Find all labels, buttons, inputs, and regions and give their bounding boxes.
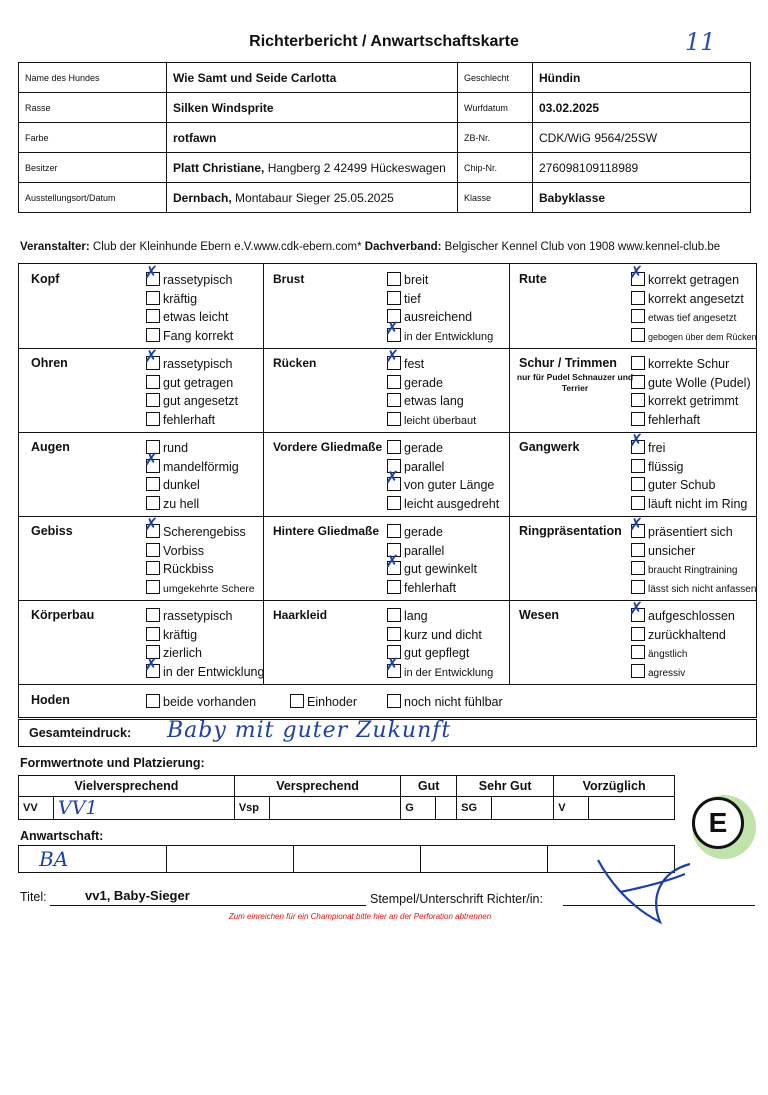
option-row[interactable] [387,356,424,371]
checkbox[interactable] [631,291,645,305]
checkbox[interactable] [631,356,645,370]
option-label: gute Wolle (Pudel) [648,376,751,390]
info-label: ZB-Nr. [458,123,533,153]
e-badge-stamp: E [692,797,744,849]
option-row[interactable] [146,356,232,371]
umbrella-label: Dachverband: [364,241,442,253]
info-label: Farbe [19,123,167,153]
checkbox[interactable] [146,561,160,575]
grid-row-divider [19,684,756,685]
checkbox[interactable] [631,543,645,557]
option-row[interactable] [387,328,493,344]
checkbox[interactable] [631,664,645,678]
checkbox[interactable] [146,375,160,389]
option-row[interactable] [631,627,726,642]
option-row[interactable] [631,440,665,455]
option-row[interactable] [146,694,256,709]
option-label: lässt sich nicht anfassen [648,584,757,595]
checked-checkbox[interactable] [387,328,401,342]
option-label: etwas tief angesetzt [648,313,737,324]
grade-code: Vsp [234,797,269,820]
option-row[interactable] [146,412,215,427]
option-label: braucht Ringtraining [648,565,738,576]
option-row[interactable] [387,608,428,623]
info-row-show [19,183,751,213]
option-row[interactable] [387,580,456,595]
checkbox[interactable] [631,375,645,389]
option-label: gerade [404,376,443,390]
checked-checkbox[interactable] [146,459,160,473]
option-label: gut gepflegt [404,646,470,660]
grade-header: Sehr Gut [457,776,554,797]
checkbox[interactable] [146,309,160,323]
option-label: noch nicht fühlbar [404,695,503,709]
info-row-breed [19,93,751,123]
info-row-color [19,123,751,153]
option-label: zu hell [163,497,200,511]
option-label: unsicher [648,544,696,558]
option-row[interactable] [387,393,464,408]
option-row[interactable] [631,272,739,287]
checked-checkbox[interactable] [146,664,160,678]
evaluation-grid [18,263,757,718]
grade-header: Vorzüglich [554,776,675,797]
category-label: Haarkleid [273,608,328,622]
checkbox[interactable] [146,477,160,491]
organizer-text: Club der Kleinhunde Ebern e.V.www.cdk-ebern.com* [89,241,365,253]
show-place: Dernbach, [173,190,232,205]
option-label: in der Entwicklung [163,665,265,679]
option-label: parallel [404,460,445,474]
grid-column-divider [509,264,510,684]
option-label: zierlich [163,646,202,660]
option-row[interactable] [146,375,233,390]
checkbox[interactable] [146,328,160,342]
category-label: Brust [273,272,305,286]
option-row[interactable] [146,328,233,343]
checkbox[interactable] [146,608,160,622]
info-label: Rasse [19,93,167,123]
option-row[interactable] [146,627,197,642]
option-label: rassetypisch [163,273,233,287]
option-label: gut getragen [163,376,234,390]
checkbox[interactable] [146,580,160,594]
category-label: Kopf [31,272,60,286]
option-label: korrekt getragen [648,273,740,287]
grade-value-field[interactable] [436,797,457,820]
option-row[interactable] [631,375,751,390]
grade-code: G [401,797,436,820]
option-label: guter Schub [648,478,716,492]
option-row[interactable] [146,477,200,492]
grade-code: VV [19,797,54,820]
breed-field[interactable]: Silken Windsprite [167,93,458,123]
grade-value-field[interactable]: VV1 [54,797,235,820]
option-label: beide vorhanden [163,695,257,709]
page-number: 11 [685,28,716,56]
title-line [50,905,366,906]
option-row[interactable] [631,496,747,511]
category-label: Vordere Gliedmaße [273,440,383,454]
owner-address: Hangberg 2 42499 Hückeswagen [264,160,446,175]
info-row-name [19,63,751,93]
option-row[interactable] [631,664,685,681]
option-row[interactable] [631,412,700,427]
option-row[interactable] [631,309,736,326]
category-label: Hoden [31,693,70,707]
option-label: kurz und dicht [404,628,482,642]
option-label: korrekt angesetzt [648,292,744,306]
grade-code: V [554,797,589,820]
option-label: Scherengebiss [163,525,246,539]
checkbox[interactable] [387,272,401,286]
category-label: Schur / Trimmen [519,356,617,370]
checked-checkbox[interactable] [146,524,160,538]
checkbox[interactable] [146,543,160,557]
option-label: gut angesetzt [163,394,239,408]
checkbox[interactable] [387,440,401,454]
organizer-line [20,241,720,253]
option-label: aufgeschlossen [648,609,735,623]
info-label: Besitzer [19,153,167,183]
grade-header: Vielversprechend [19,776,235,797]
checkbox[interactable] [631,645,645,659]
candidacy-field[interactable] [293,846,420,873]
checkbox[interactable] [631,459,645,473]
option-label: gut gewinkelt [404,562,477,576]
option-label: ängstlich [648,649,688,660]
checkbox[interactable] [631,309,645,323]
option-label: Fang korrekt [163,329,234,343]
checkbox[interactable] [387,375,401,389]
option-row[interactable] [387,272,428,287]
judge-signature-label: Stempel/Unterschrift Richter/in: [370,892,543,906]
category-label: Gangwerk [519,440,580,454]
chip-number-field[interactable]: 276098109118989 [533,153,751,183]
info-label: Ausstellungsort/Datum [19,183,167,213]
checkbox[interactable] [631,393,645,407]
option-row[interactable] [387,440,443,455]
category-label: Ohren [31,356,68,370]
umbrella-text: Belgischer Kennel Club von 1908 www.kennel-club.be [441,241,721,253]
option-row[interactable] [387,375,443,390]
info-row-owner [19,153,751,183]
info-label: Wurfdatum [458,93,533,123]
grid-row-divider [19,516,756,517]
option-row[interactable] [631,561,738,578]
checkbox[interactable] [146,393,160,407]
option-row[interactable] [387,645,469,660]
class-field[interactable]: Babyklasse [533,183,751,213]
category-label: Augen [31,440,70,454]
checked-checkbox[interactable] [631,440,645,454]
option-label: korrekte Schur [648,357,730,371]
category-label: Gebiss [31,524,73,538]
option-label: kräftig [163,292,198,306]
sex-field[interactable]: Hündin [533,63,751,93]
candidacy-field[interactable] [420,846,547,873]
option-row[interactable] [146,561,214,576]
title-label: Titel: [20,890,47,904]
owner-name: Platt Christiane, [173,160,265,175]
info-label: Geschlecht [458,63,533,93]
option-row[interactable] [146,459,239,474]
option-row[interactable] [146,608,232,623]
option-label: präsentiert sich [648,525,733,539]
checkbox[interactable] [387,393,401,407]
option-row[interactable] [631,580,756,597]
option-label: dunkel [163,478,200,492]
option-label: Vorbiss [163,544,204,558]
option-label: Einhoder [307,695,358,709]
option-label: gerade [404,441,443,455]
option-label: von guter Länge [404,478,495,492]
option-label: mandelförmig [163,460,239,474]
option-label: rund [163,441,189,455]
option-label: zurückhaltend [648,628,726,642]
grade-table [18,775,675,820]
checked-checkbox[interactable] [387,477,401,491]
birth-date-field[interactable]: 03.02.2025 [533,93,751,123]
checkbox[interactable] [631,477,645,491]
option-row[interactable] [146,664,264,679]
checkbox[interactable] [631,627,645,641]
grade-code: SG [457,797,492,820]
checkbox[interactable] [387,291,401,305]
option-label: leicht ausgedreht [404,497,500,511]
category-label: Hintere Gliedmaße [273,524,380,538]
option-label: fehlerhaft [163,413,216,427]
option-label: etwas leicht [163,310,229,324]
candidacy-field[interactable]: BA [19,846,167,873]
page-title: Richterbericht / Anwartschaftskarte [249,33,519,50]
owner-field[interactable] [167,153,458,183]
option-row[interactable] [146,309,228,324]
option-row[interactable] [146,291,197,306]
checkbox[interactable] [631,561,645,575]
option-label: agressiv [648,668,686,679]
category-label: Ringpräsentation [519,524,622,538]
info-label: Name des Hundes [19,63,167,93]
option-row[interactable] [631,543,695,558]
option-row[interactable] [631,645,687,662]
overall-impression-box [18,719,757,747]
checkbox[interactable] [387,627,401,641]
show-location-field[interactable] [167,183,458,213]
checkbox[interactable] [146,694,160,708]
checked-checkbox[interactable] [146,356,160,370]
category-label: Wesen [519,608,560,622]
candidacy-field[interactable] [166,846,293,873]
option-label: tief [404,292,421,306]
option-label: rassetypisch [163,609,233,623]
grid-row-divider [19,432,756,433]
option-row[interactable] [146,496,199,511]
grade-header: Versprechend [234,776,400,797]
option-row[interactable] [387,524,443,539]
checked-checkbox[interactable] [631,608,645,622]
info-label: Klasse [458,183,533,213]
option-label: leicht überbaut [404,415,477,427]
option-row[interactable] [387,496,499,511]
option-label: ausreichend [404,310,473,324]
checkbox[interactable] [631,496,645,510]
perforation-note: Zum einreichen für ein Championat bitte hier an der Perforation abtrennen [228,912,492,921]
info-label: Chip-Nr. [458,153,533,183]
checkbox[interactable] [146,627,160,641]
checkbox[interactable] [146,496,160,510]
option-label: fehlerhaft [648,413,701,427]
checked-checkbox[interactable] [146,272,160,286]
option-row[interactable] [387,561,477,576]
option-label: gebogen über dem Rücken [648,332,757,342]
title-value-field[interactable]: vv1, Baby-Sieger [85,888,190,903]
option-row[interactable] [387,694,503,709]
option-row[interactable] [387,291,421,306]
show-event-date: Montabaur Sieger 25.05.2025 [231,190,394,205]
option-label: umgekehrte Schere [163,583,255,595]
grid-row-divider [19,600,756,601]
overall-impression-value[interactable]: Baby mit guter Zukunft [167,718,452,743]
dog-info-table [18,62,751,213]
option-row[interactable] [146,393,238,408]
overall-impression-label: Gesamteindruck: [29,726,132,740]
checked-checkbox[interactable] [387,664,401,678]
candidacy-table [18,845,675,873]
option-row[interactable] [631,477,715,492]
checkbox[interactable] [290,694,304,708]
checkbox[interactable] [387,580,401,594]
option-label: breit [404,273,429,287]
checkbox[interactable] [631,412,645,426]
color-field[interactable]: rotfawn [167,123,458,153]
option-row[interactable] [631,459,683,474]
checkbox[interactable] [146,291,160,305]
grade-value-field[interactable] [492,797,554,820]
checkbox[interactable] [387,412,401,426]
option-label: rassetypisch [163,357,233,371]
option-label: korrekt getrimmt [648,394,739,408]
option-row[interactable] [290,694,357,709]
option-label: parallel [404,544,445,558]
option-row[interactable] [146,580,255,596]
checkbox[interactable] [146,412,160,426]
candidacy-label: Anwartschaft: [20,829,104,843]
checked-checkbox[interactable] [631,524,645,538]
checkbox[interactable] [387,608,401,622]
option-label: Rückbiss [163,562,214,576]
option-row[interactable] [631,328,757,344]
option-label: kräftig [163,628,198,642]
grade-value-field[interactable] [589,797,675,820]
checked-checkbox[interactable] [631,272,645,286]
option-label: lang [404,609,428,623]
option-row[interactable] [146,524,246,539]
checkbox[interactable] [631,580,645,594]
checkbox[interactable] [631,328,645,342]
grade-value-field[interactable] [269,797,400,820]
option-label: flüssig [648,460,684,474]
option-row[interactable] [631,356,729,371]
grade-section-label: Formwertnote und Platzierung: [20,756,205,770]
option-row[interactable] [146,272,232,287]
dog-name-field[interactable]: Wie Samt und Seide Carlotta [167,63,458,93]
organizer-label: Veranstalter: [20,241,90,253]
option-row[interactable] [631,291,744,306]
option-label: in der Entwicklung [404,331,494,343]
checkbox[interactable] [387,694,401,708]
option-row[interactable] [146,543,204,558]
studbook-number-field[interactable]: CDK/WiG 9564/25SW [533,123,751,153]
category-label: Rücken [273,356,317,370]
option-row[interactable] [387,627,482,642]
category-label: Körperbau [31,608,95,622]
option-label: in der Entwicklung [404,667,494,679]
category-sublabel: nur für Pudel Schnauzer und Terrier [516,372,634,393]
option-row[interactable] [387,412,476,428]
checked-checkbox[interactable] [387,356,401,370]
option-label: etwas lang [404,394,464,408]
option-row[interactable] [387,664,493,680]
option-row[interactable] [387,309,472,324]
option-row[interactable] [631,608,735,623]
checkbox[interactable] [387,496,401,510]
option-row[interactable] [387,477,494,492]
grade-header: Gut [401,776,457,797]
checkbox[interactable] [387,524,401,538]
option-label: fest [404,357,425,371]
option-label: fehlerhaft [404,581,457,595]
option-row[interactable] [631,393,738,408]
option-label: gerade [404,525,443,539]
checked-checkbox[interactable] [387,561,401,575]
option-label: frei [648,441,666,455]
option-row[interactable] [631,524,733,539]
grid-column-divider [263,264,264,684]
option-label: läuft nicht im Ring [648,497,748,511]
category-label: Rute [519,272,547,286]
